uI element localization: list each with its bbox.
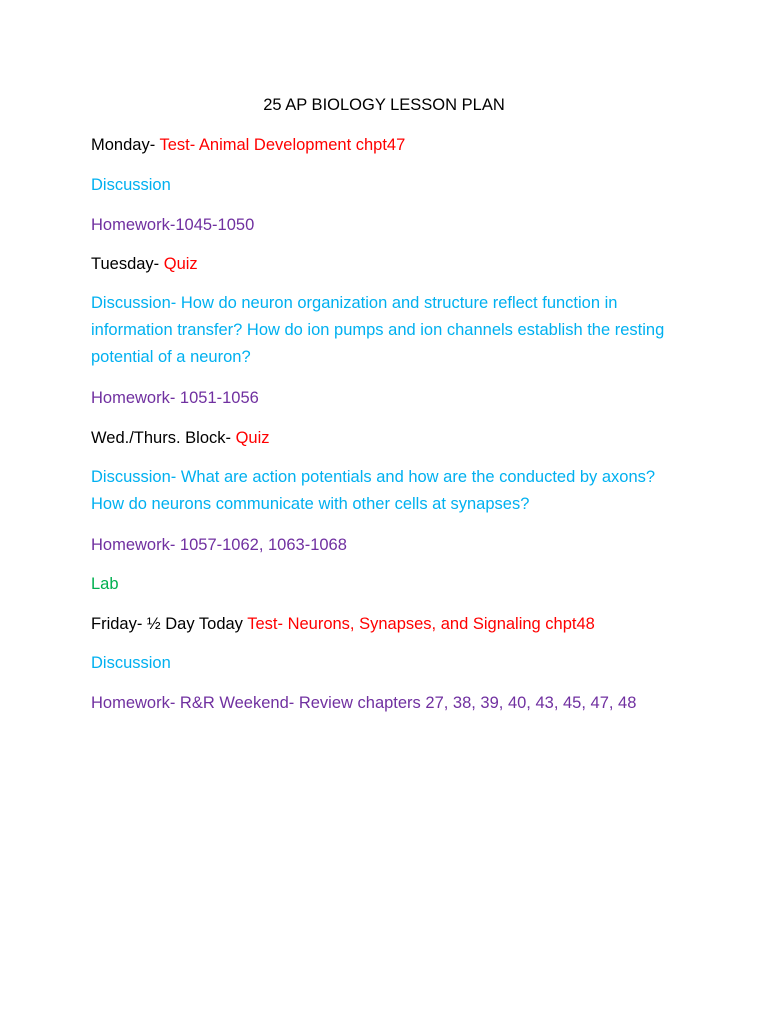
friday-test: Test- Neurons, Synapses, and Signaling chpt48 [242,615,595,633]
wed-thurs-homework: Homework- 1057-1062, 1063-1068 [91,536,347,554]
monday-test: Test- Animal Development chpt47 [155,136,406,154]
monday-line [91,132,671,159]
monday-day-label: Monday- [91,136,156,154]
monday-discussion: Discussion [91,176,171,194]
wed-thurs-lab: Lab [91,575,119,593]
friday-line [91,611,691,638]
wed-thurs-discussion: Discussion- What are action potentials and how are the conducted by axons? How do neurons communicate with other cells at synapses? [91,468,656,513]
tuesday-discussion: Discussion- How do neuron organization and structure reflect function in information transfer? How do ion pumps and ion channels establish the resting potential of a neuron? [91,294,665,366]
wed-thurs-day-label: Wed./Thurs. Block- [91,429,231,447]
tuesday-homework: Homework- 1051-1056 [91,389,259,407]
friday-homework: Homework- R&R Weekend- Review chapters 27, 38, 39, 40, 43, 45, 47, 48 [91,694,637,712]
tuesday-day-label: Tuesday- [91,255,160,273]
wed-thurs-line [91,425,671,452]
monday-homework: Homework-1045-1050 [91,216,255,234]
friday-discussion: Discussion [91,654,171,672]
wed-thurs-quiz: Quiz [230,429,270,447]
tuesday-line [91,251,671,278]
lesson-plan-title: 25 AP BIOLOGY LESSON PLAN [263,96,505,114]
friday-day-label: Friday- ½ Day Today [91,615,243,633]
tuesday-quiz: Quiz [159,255,198,273]
